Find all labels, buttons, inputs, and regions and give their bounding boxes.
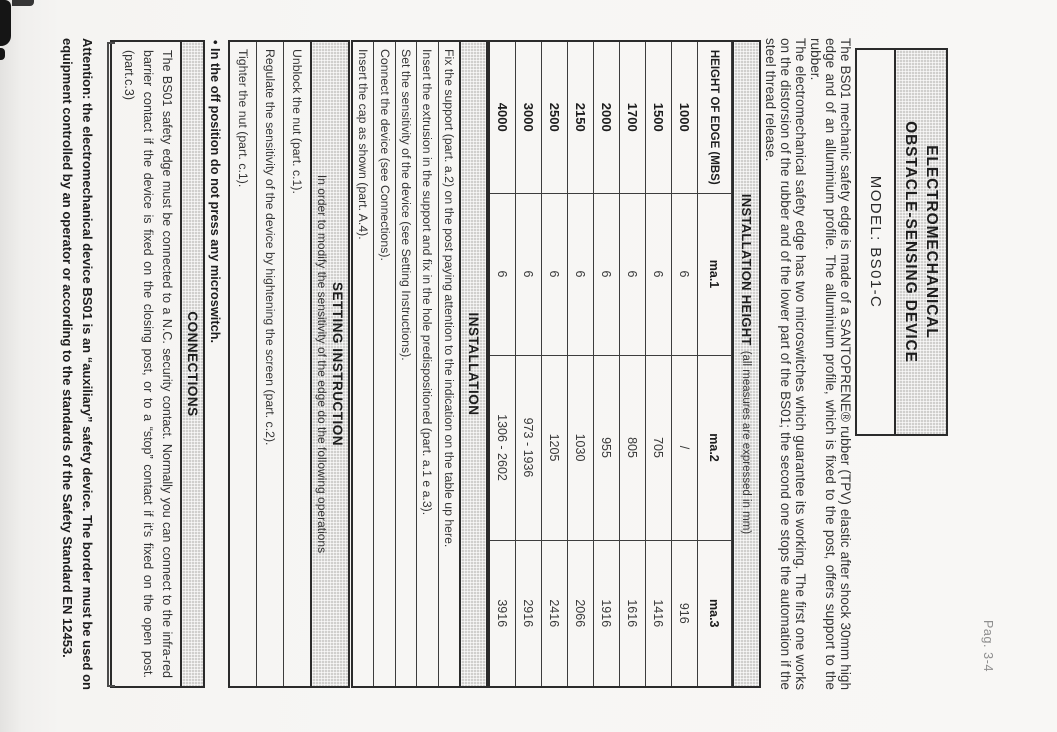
table-header-row xyxy=(698,41,732,687)
setting-step: Tighter the nut (part. c.1). xyxy=(236,49,250,188)
table-cell: 1616 xyxy=(620,540,646,687)
table-cell: 6 xyxy=(568,193,594,355)
table-cell: 6 xyxy=(516,193,542,355)
table-cell: 1416 xyxy=(646,540,672,687)
table-cell: 973 - 1936 xyxy=(516,355,542,540)
title-line-1: ELECTROMECHANICAL xyxy=(923,145,940,339)
table-col-header: ma.2 xyxy=(698,355,732,540)
table-cell: 4000 xyxy=(489,41,516,193)
table-cell: 2066 xyxy=(568,540,594,687)
connections-title: CONNECTIONS xyxy=(185,311,200,417)
intro-text xyxy=(763,38,853,690)
table-row xyxy=(646,41,672,687)
table-cell: 955 xyxy=(594,355,620,540)
table-cell: 1916 xyxy=(594,540,620,687)
table-cell: 3916 xyxy=(489,540,516,687)
installation-step: Connect the device (see Connections). xyxy=(373,42,394,686)
table-cell: 6 xyxy=(620,193,646,355)
divider-rule xyxy=(107,42,109,687)
table-cell: 1306 - 2602 xyxy=(489,355,516,540)
installation-step: Insert the cap as shown (part. A.4). xyxy=(356,49,371,240)
table-cell: 1030 xyxy=(568,355,594,540)
table-row xyxy=(594,41,620,687)
section-connections xyxy=(110,40,205,688)
setting-step: Regulate the sensitivity of the device by hightening the screen (part. c.2). xyxy=(256,42,283,686)
table-cell: 916 xyxy=(672,540,698,687)
installation-steps xyxy=(351,40,459,688)
table-row xyxy=(620,41,646,687)
table-col-header: HEIGHT OF EDGE (MBS) xyxy=(698,41,732,193)
table-cell: 6 xyxy=(672,193,698,355)
installation-title: INSTALLATION xyxy=(466,312,481,416)
table-cell: 2416 xyxy=(542,540,568,687)
table-cell: 705 xyxy=(646,355,672,540)
height-table-title: INSTALLATION HEIGHT xyxy=(739,193,754,346)
model-label: MODEL: BS01-C xyxy=(857,50,894,434)
setting-title: SETTING INSTRUCTION xyxy=(330,282,345,446)
table-cell: 2500 xyxy=(542,41,568,193)
page-number: Pag. 3-4 xyxy=(981,620,995,673)
installation-height-table xyxy=(488,40,732,688)
setting-steps xyxy=(228,40,310,688)
table-cell: 1500 xyxy=(646,41,672,193)
section-setting-instruction xyxy=(228,40,350,688)
setting-step: Unblock the nut (part. c.1). xyxy=(283,42,310,686)
document-title xyxy=(894,50,946,434)
table-row xyxy=(568,41,594,687)
installation-height-section xyxy=(488,40,761,688)
height-table-title-bar xyxy=(732,40,761,688)
intro-paragraph-1: The BS01 mechanic safety edge is made of a SANTOPRENE® rubber (TPV) elastic after shock 30mm high edge and of an alluminium profile. The alluminium profile, which is fixed to the post, offers support to the rubber. xyxy=(808,38,853,690)
title-box xyxy=(855,48,948,436)
table-cell: 2916 xyxy=(516,540,542,687)
table-row xyxy=(542,41,568,687)
connections-body: The BS01 safety edge must be connected to a N.C. security contact. Normally you can connect to the infra-red barrier contact if the device is fixed on the closing post, or to a “stop” contact if it's fixed on the open post. (part.c.3) xyxy=(110,40,180,688)
table-cell: 6 xyxy=(489,193,516,355)
table-cell: 3000 xyxy=(516,41,542,193)
table-row xyxy=(489,41,516,687)
table-cell: 2000 xyxy=(594,41,620,193)
setting-title-bar xyxy=(310,40,350,688)
table-cell: 6 xyxy=(542,193,568,355)
table-row xyxy=(672,41,698,687)
attention-text: Attention: the electromechanical device BS01 is an “auxiliary” safety device. The border must be used on equipment controlled by an operator or according to the standards of the Safety Standard EN 12453. xyxy=(60,38,95,690)
height-table-note: (all measures are expressed in mm) xyxy=(740,350,753,535)
table-cell: 6 xyxy=(646,193,672,355)
table-cell: / xyxy=(672,355,698,540)
installation-step: Fix the support (part. a.2) on the post paying attention to the indication on the table up here. xyxy=(438,42,459,686)
section-installation xyxy=(351,40,488,688)
table-cell: 6 xyxy=(594,193,620,355)
table-col-header: ma.1 xyxy=(698,193,732,355)
setting-note: • In the off position do not press any microswitch. xyxy=(208,40,223,344)
installation-step: Insert the extrusion in the support and fix in the hole predispositioned (part. a.1 e a.3). xyxy=(416,42,437,686)
table-cell: 805 xyxy=(620,355,646,540)
title-line-2: OBSTACLE-SENSING DEVICE xyxy=(902,121,919,363)
installation-step: Set the sensitivity of the device (see Setting Instructions). xyxy=(395,42,416,686)
intro-paragraph-2: The electromechanical safety edge has two microswitches which guarantee its working. The first one works on the distorsion of the rubber and of the lower part of the BS01; the second one stops the automation if the steel thread release. xyxy=(763,38,808,690)
table-cell: 1205 xyxy=(542,355,568,540)
table-col-header: ma.3 xyxy=(698,540,732,687)
table-cell: 2150 xyxy=(568,41,594,193)
table-row xyxy=(516,41,542,687)
connections-title-bar xyxy=(180,40,205,688)
installation-title-bar xyxy=(459,40,488,688)
setting-subtitle: In order to modify the sensitivity of the edge do the following operations xyxy=(315,174,329,554)
table-cell: 1000 xyxy=(672,41,698,193)
table-cell: 1700 xyxy=(620,41,646,193)
